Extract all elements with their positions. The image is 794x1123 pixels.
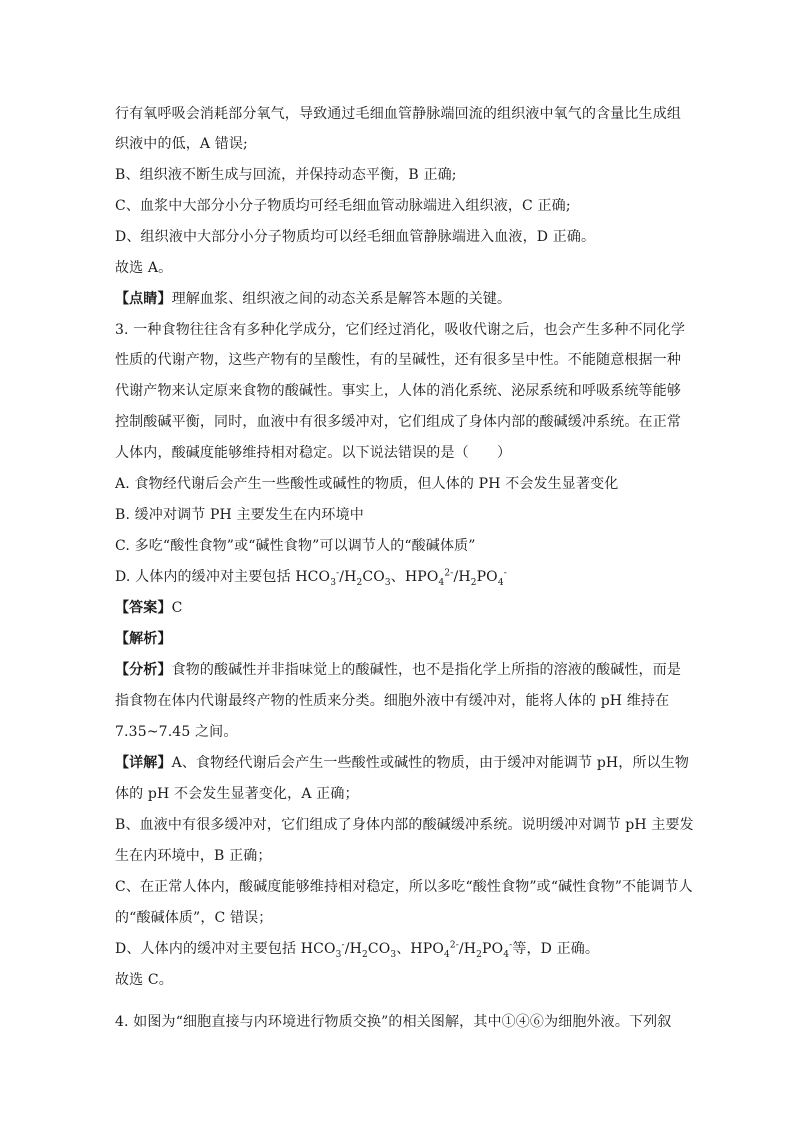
superscript: -: [509, 940, 513, 951]
xiangjie-label: 【详解】: [115, 755, 172, 771]
xiangjie-text: A、食物经代谢后会产生一些酸性或碱性的物质，由于缓冲对能调节 pH，所以生物: [171, 755, 690, 771]
tip-line: [115, 289, 685, 309]
option-a: A. 食物经代谢后会产生一些酸性或碱性的物质，但人体的 PH 不会发生显著变化: [115, 476, 619, 492]
text-run: 、HPO: [396, 941, 444, 957]
text-run: CO: [367, 941, 391, 957]
text-run: PO: [482, 941, 504, 957]
text-run: D、人体内的缓冲对主要包括 HCO: [115, 941, 336, 957]
text-run: /H: [344, 941, 362, 957]
text-line: 生在内环境中，B 正确；: [115, 848, 272, 864]
superscript: -: [341, 940, 345, 951]
text-line: 控制酸碱平衡，同时，血液中有很多缓冲对，它们组成了身体内部的酸碱缓冲系统。在正常: [115, 414, 681, 430]
subscript: 4: [438, 577, 445, 588]
superscript: 2-: [449, 940, 459, 951]
fenxi-label: 【分析】: [115, 662, 172, 678]
text-line: 行有氧呼吸会消耗部分氧气，导致通过毛细血管静脉端回流的组织液中氧气的含量比生成组: [115, 106, 681, 122]
text-line: 7.35~7.45 之间。: [115, 724, 238, 740]
option-b-explanation: B、组织液不断生成与回流，并保持动态平衡，B 正确;: [115, 167, 457, 183]
text-line: B、血液中有很多缓冲对，它们组成了身体内部的酸碱缓冲系统。说明缓冲对调节 pH 主要发: [115, 817, 694, 833]
text-line: 代谢产物来认定原来食物的酸碱性。事实上，人体的消化系统、泌尿系统和呼吸系统等能够: [115, 383, 681, 399]
superscript: -: [336, 568, 340, 579]
subscript: 2: [476, 949, 483, 960]
answer-line: [115, 598, 685, 618]
text-line: 指食物在体内代谢最终产物的性质来分类。细胞外液中有缓冲对，能将人体的 pH 维持在: [115, 693, 670, 709]
text-line: 的“酸碱体质”，C 错误；: [115, 910, 273, 926]
fenxi-text: 食物的酸碱性并非指味觉上的酸碱性，也不是指化学上所指的溶液的酸碱性，而是: [171, 662, 682, 678]
choice-line: 故选 A。: [115, 260, 173, 276]
text-run: PO: [476, 569, 498, 585]
question-4-stem: 4. 如图为“细胞直接与内环境进行物质交换”的相关图解，其中①④⑥为细胞外液。下列叙: [115, 1014, 672, 1030]
tip-text: 理解血浆、组织液之间的动态关系是解答本题的关键。: [171, 291, 512, 307]
subscript: 3: [330, 577, 337, 588]
text-line: 织液中的低，A 错误;: [115, 136, 248, 152]
option-c-explanation: C、血浆中大部分小分子物质均可经毛细血管动脉端进入组织液，C 正确;: [115, 198, 571, 214]
superscript: -: [503, 568, 507, 579]
text-run: CO: [362, 569, 385, 585]
option-c: C. 多吃“酸性食物”或“碱性食物”可以调节人的“酸碱体质”: [115, 538, 476, 554]
subscript: 4: [503, 949, 510, 960]
subscript: 3: [335, 949, 342, 960]
option-b: B. 缓冲对调节 PH 主要发生在内环境中: [115, 507, 364, 523]
text-run: /H: [339, 569, 357, 585]
text-run: 等，D 正确。: [512, 941, 600, 957]
text-line: C、在正常人体内，酸碱度能够维持相对稳定，所以多吃“酸性食物”或“碱性食物”不能调节人: [115, 879, 693, 895]
text-line: 人体内，酸碱度能够维持相对稳定。以下说法错误的是（ ）: [115, 445, 512, 461]
subscript: 3: [390, 949, 397, 960]
text-line: 体的 pH 不会发生显著变化，A 正确；: [115, 786, 359, 802]
analysis-label: 【解析】: [115, 631, 172, 647]
detail-line: [115, 753, 690, 773]
subscript: 2: [470, 577, 477, 588]
text-run: D. 人体内的缓冲对主要包括 HCO: [115, 569, 331, 585]
choice-line: 故选 C。: [115, 972, 173, 988]
option-d-explanation: D、组织液中大部分小分子物质均可以经毛细血管静脉端进入血液，D 正确。: [115, 229, 596, 245]
analysis-line: [115, 660, 685, 680]
superscript: 2-: [444, 568, 454, 579]
tip-label: 【点睛】: [115, 291, 172, 307]
subscript: 2: [361, 949, 368, 960]
text-run: 、HPO: [390, 569, 439, 585]
subscript: 4: [497, 577, 504, 588]
text-line: 性质的代谢产物，这些产物有的呈酸性，有的呈碱性，还有很多呈中性。不能随意根据一种: [115, 352, 681, 368]
subscript: 3: [384, 577, 391, 588]
text-run: /H: [458, 941, 477, 957]
answer-value: C: [171, 600, 183, 616]
text-run: /H: [453, 569, 471, 585]
subscript: 2: [356, 577, 363, 588]
detail-d-line: [115, 939, 685, 959]
option-d: [115, 567, 685, 587]
answer-label: 【答案】: [115, 600, 172, 616]
question-3-stem: 3. 一种食物往往含有多种化学成分，它们经过消化，吸收代谢之后，也会产生多种不同化学: [115, 322, 686, 338]
subscript: 4: [443, 949, 450, 960]
